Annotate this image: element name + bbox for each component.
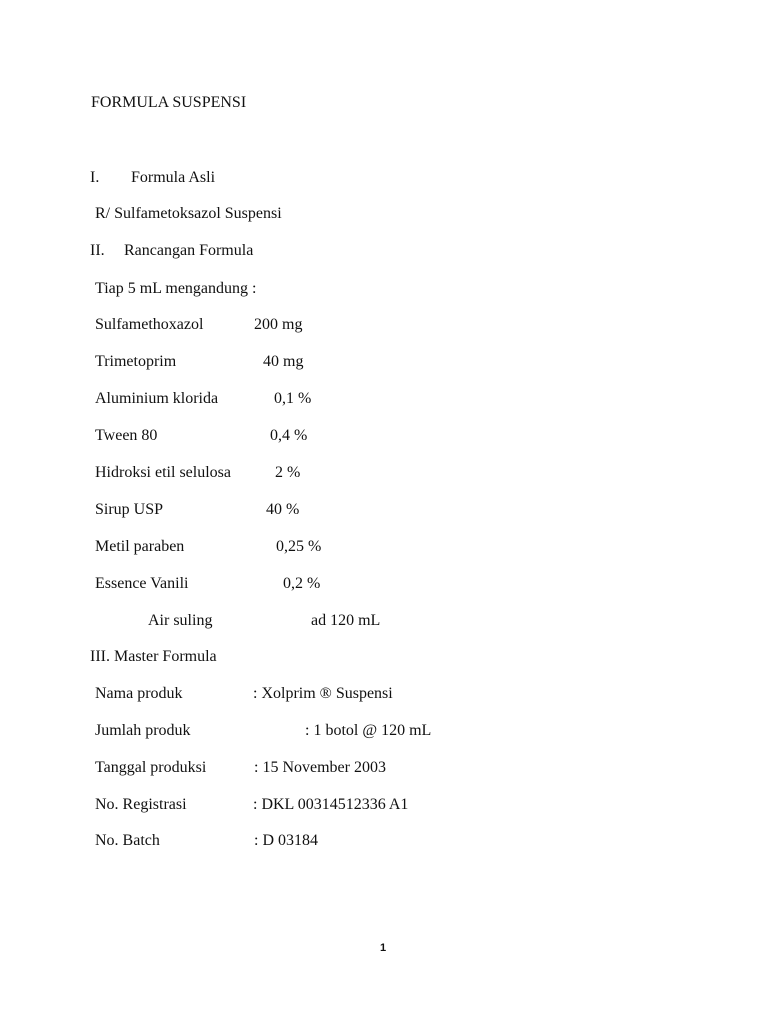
section-1-number: I. — [90, 169, 100, 186]
ingredient-amount: ad 120 mL — [311, 612, 381, 629]
section-1-recipe: R/ Sulfametoksazol Suspensi — [95, 205, 282, 222]
ingredient-name: Sirup USP — [95, 501, 164, 518]
ingredient-amount: 0,4 % — [270, 427, 308, 444]
field-value: : DKL 00314512336 A1 — [253, 796, 409, 813]
ingredient-amount: 200 mg — [254, 316, 303, 333]
field-label: Tanggal produksi — [95, 759, 207, 776]
field-value: : Xolprim ® Suspensi — [253, 685, 393, 702]
ingredient-amount: 0,25 % — [276, 538, 322, 555]
ingredient-name: Hidroksi etil selulosa — [95, 464, 231, 481]
field-value: : 1 botol @ 120 mL — [305, 722, 432, 739]
document-title: FORMULA SUSPENSI — [91, 94, 247, 111]
ingredient-name: Metil paraben — [95, 538, 185, 555]
field-label: Nama produk — [95, 685, 183, 702]
section-2-heading: Rancangan Formula — [124, 242, 254, 259]
ingredient-amount: 0,2 % — [283, 575, 321, 592]
field-label: No. Batch — [95, 832, 160, 849]
ingredient-name: Essence Vanili — [95, 575, 189, 592]
section-3-heading: III. Master Formula — [90, 648, 217, 665]
section-1-heading: Formula Asli — [131, 169, 216, 186]
section-2-number: II. — [90, 242, 105, 259]
ingredient-name: Trimetoprim — [95, 353, 177, 370]
field-value: : D 03184 — [254, 832, 318, 849]
ingredient-amount: 0,1 % — [274, 390, 312, 407]
ingredient-name: Aluminium klorida — [95, 390, 219, 407]
ingredient-name: Air suling — [148, 612, 213, 629]
field-label: Jumlah produk — [95, 722, 191, 739]
ingredient-amount: 40 % — [266, 501, 300, 518]
field-value: : 15 November 2003 — [254, 759, 386, 776]
ingredient-amount: 40 mg — [263, 353, 304, 370]
ingredient-name: Sulfamethoxazol — [95, 316, 204, 333]
field-label: No. Registrasi — [95, 796, 187, 813]
ingredient-name: Tween 80 — [95, 427, 158, 444]
ingredient-amount: 2 % — [275, 464, 301, 481]
section-2-intro: Tiap 5 mL mengandung : — [95, 280, 257, 297]
page-number: 1 — [380, 942, 387, 954]
